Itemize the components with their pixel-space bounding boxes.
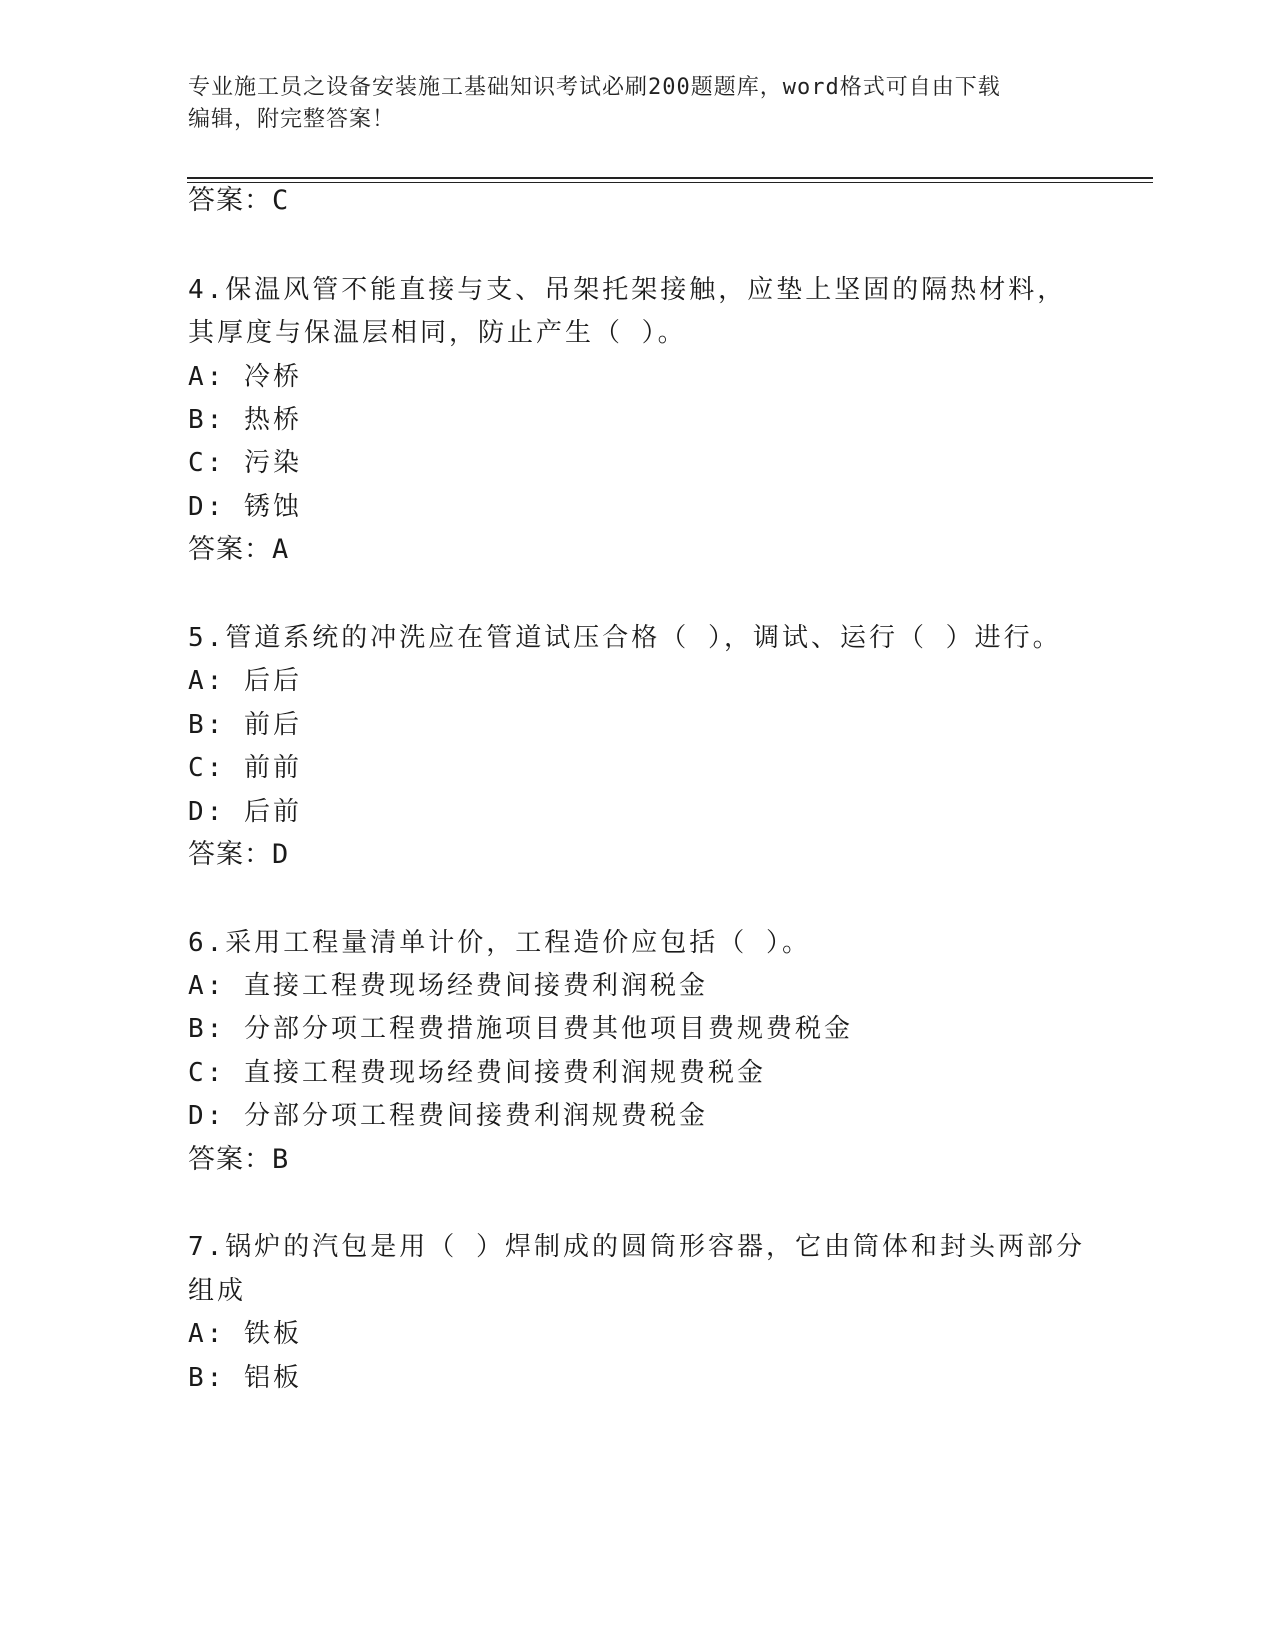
answer-label: 答案： — [188, 185, 272, 216]
question-5-option-b: B: 前后 — [188, 710, 302, 740]
question-4-option-a: A: 冷桥 — [188, 362, 302, 392]
question-5-option-a: A: 后后 — [188, 666, 302, 696]
header-divider — [187, 177, 1153, 179]
question-4-answer — [188, 534, 289, 566]
question-7-stem-line-1: 7.锅炉的汽包是用（ ）焊制成的圆筒形容器，它由筒体和封头两部分 — [188, 1232, 1085, 1262]
question-7-stem-line-2: 组成 — [188, 1276, 247, 1306]
answer-label: 答案： — [188, 534, 272, 565]
question-4-option-d: D: 锈蚀 — [188, 492, 302, 522]
header-title-line-1: 专业施工员之设备安装施工基础知识考试必刷200题题库，word格式可自由下载 — [188, 75, 1001, 100]
question-5-option-c: C: 前前 — [188, 753, 302, 783]
question-6-option-b: B: 分部分项工程费措施项目费其他项目费规费税金 — [188, 1014, 853, 1044]
question-4-option-b: B: 热桥 — [188, 405, 302, 435]
answer-label: 答案： — [188, 1144, 272, 1175]
answer-value: C — [272, 185, 290, 216]
question-6-option-a: A: 直接工程费现场经费间接费利润税金 — [188, 971, 708, 1001]
question-6-option-d: D: 分部分项工程费间接费利润规费税金 — [188, 1101, 708, 1131]
question-6-stem-line-1: 6.采用工程量清单计价，工程造价应包括（ ）。 — [188, 928, 811, 958]
answer-value: A — [272, 534, 290, 565]
question-4-option-c: C: 污染 — [188, 448, 302, 478]
answer-value: D — [272, 839, 290, 870]
answer-label: 答案： — [188, 839, 272, 870]
question-5-stem-line-1: 5.管道系统的冲洗应在管道试压合格（ ），调试、运行（ ）进行。 — [188, 623, 1062, 653]
question-5-answer — [188, 839, 289, 871]
question-5-option-d: D: 后前 — [188, 797, 302, 827]
question-7-option-a: A: 铁板 — [188, 1319, 302, 1349]
document-header — [188, 72, 1088, 136]
header-divider-thin — [187, 182, 1153, 183]
question-7-option-b: B: 铝板 — [188, 1363, 302, 1393]
question-4-stem-line-2: 其厚度与保温层相同，防止产生（ ）。 — [188, 318, 687, 348]
question-4-stem-line-1: 4.保温风管不能直接与支、吊架托架接触，应垫上坚固的隔热材料， — [188, 275, 1067, 305]
question-6-answer — [188, 1144, 289, 1176]
header-title-line-2: 编辑，附完整答案！ — [188, 107, 396, 132]
answer-value: B — [272, 1144, 290, 1175]
answer-prev — [188, 185, 289, 217]
question-6-option-c: C: 直接工程费现场经费间接费利润规费税金 — [188, 1058, 766, 1088]
